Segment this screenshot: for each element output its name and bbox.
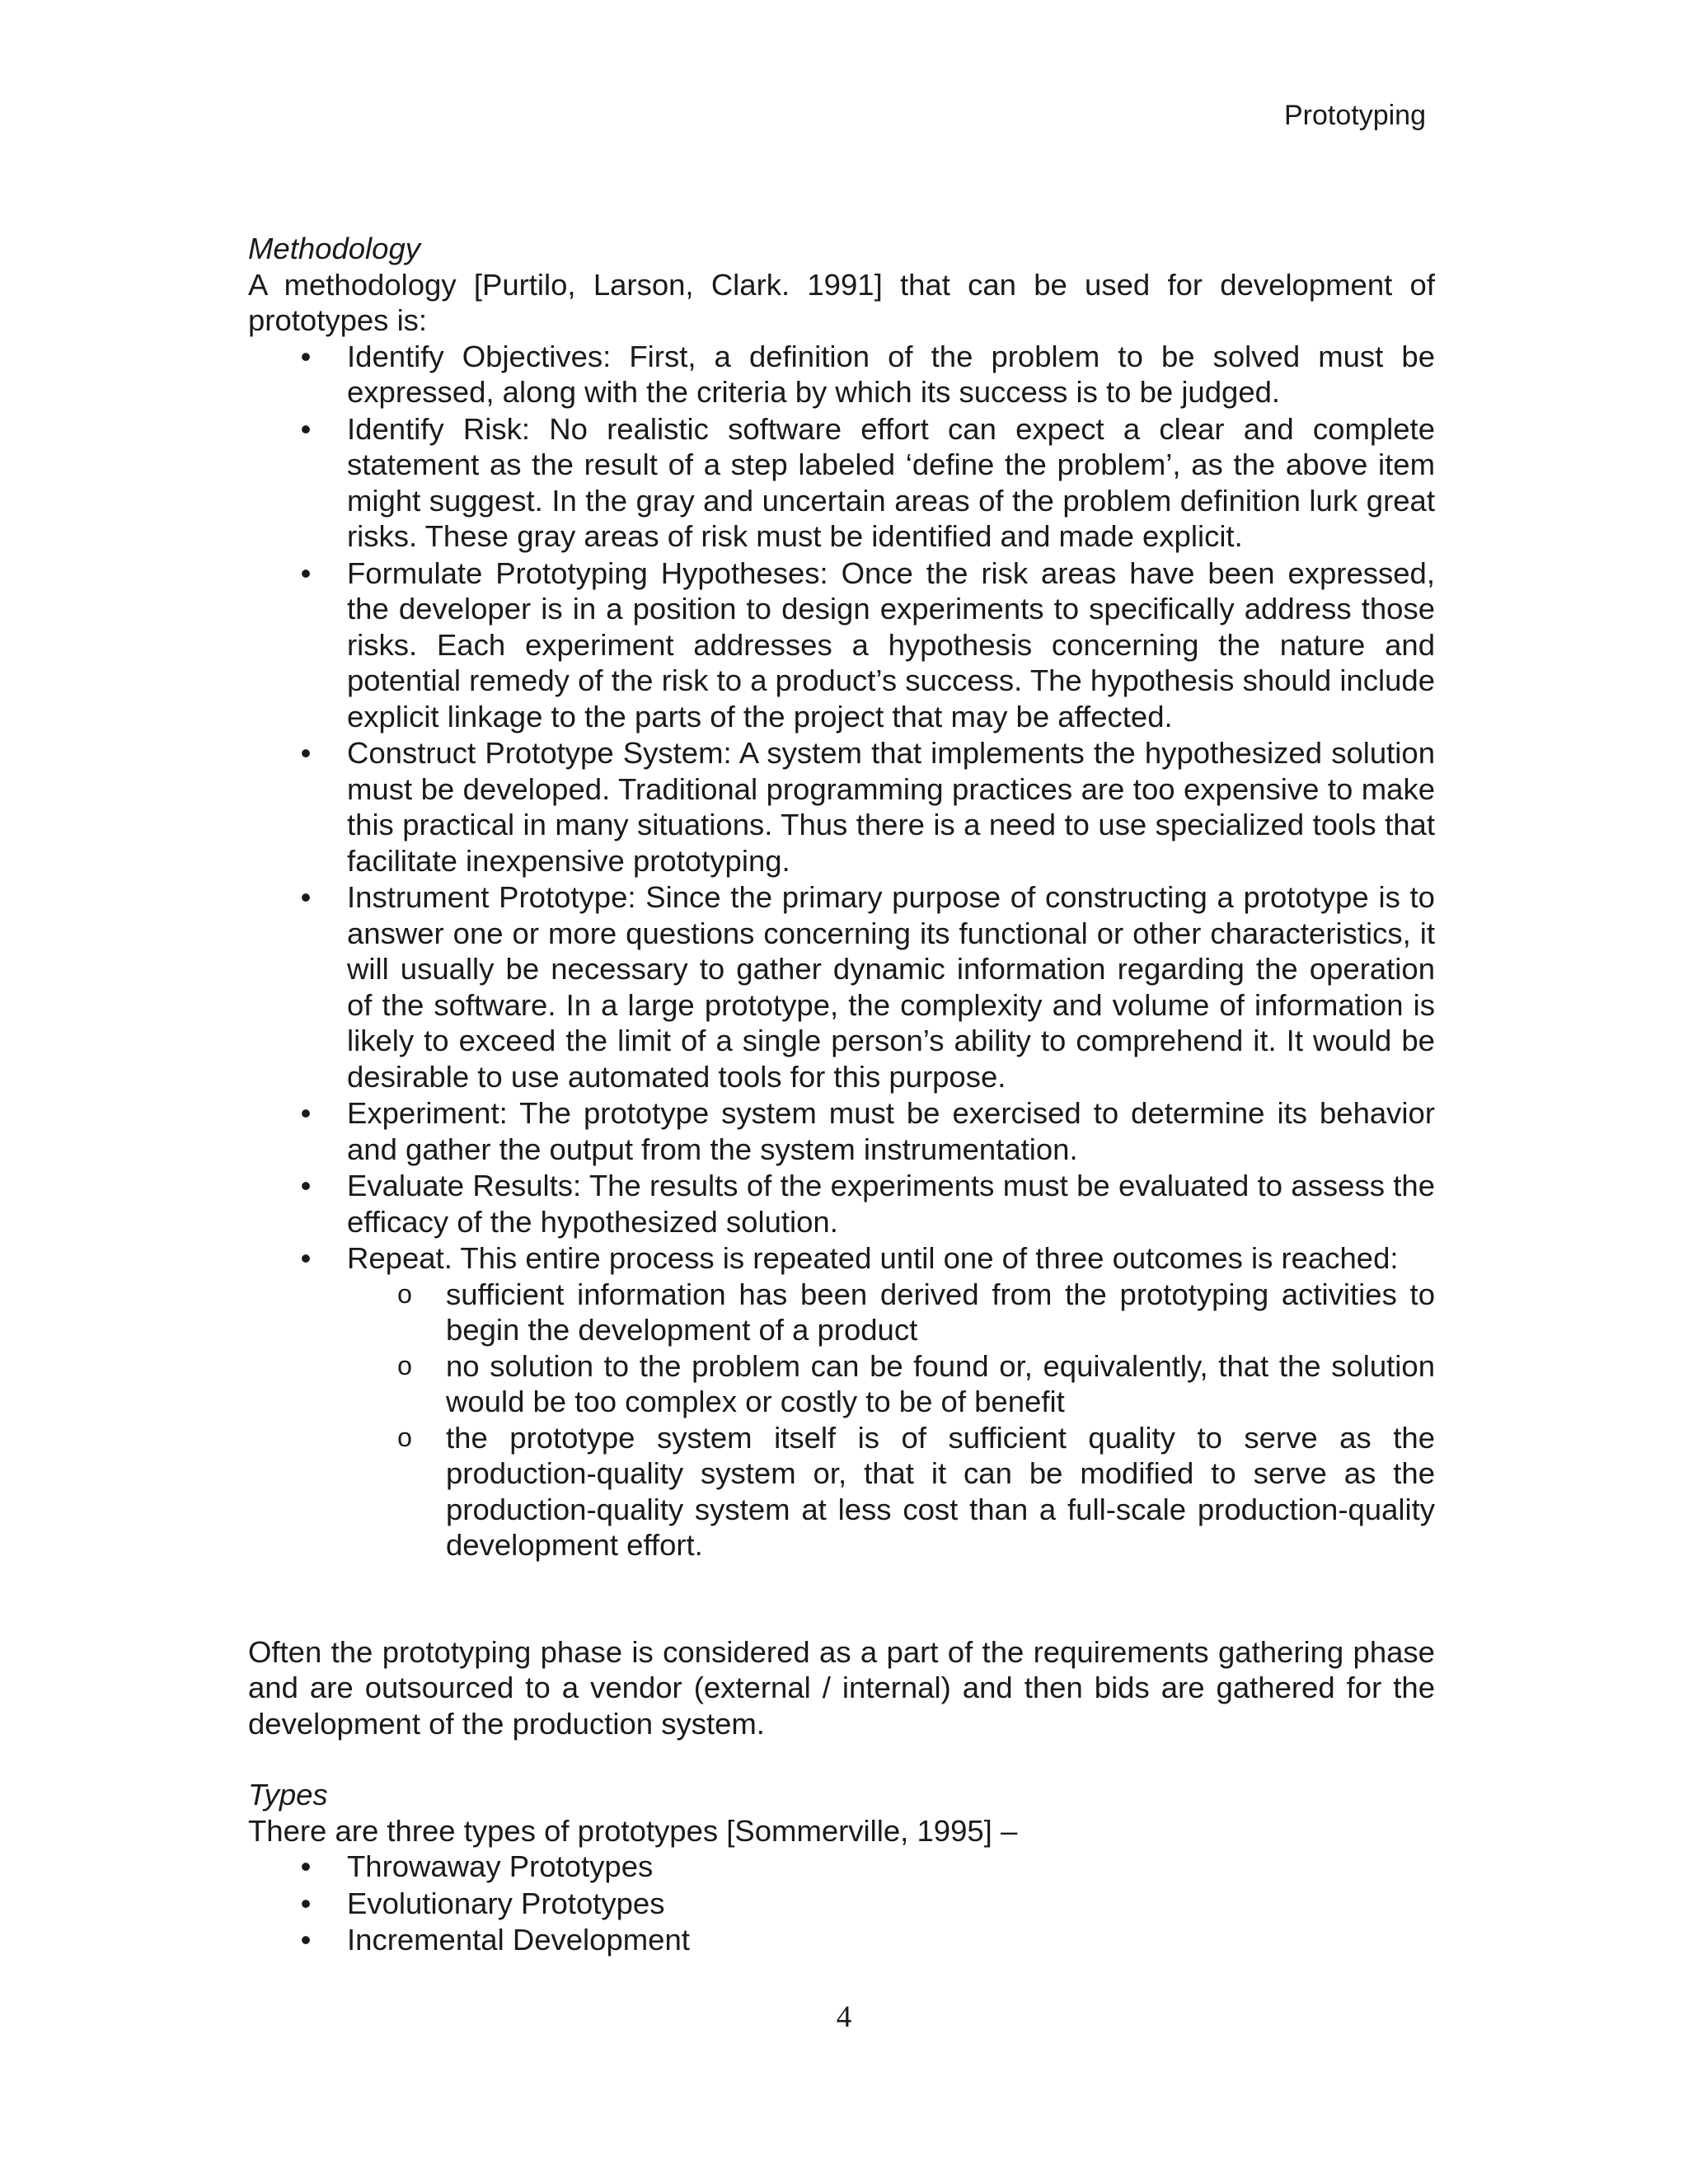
circle-bullet-icon: o — [397, 1422, 412, 1452]
page-body — [248, 231, 1435, 1959]
prototype-type-throwaway — [300, 1849, 1435, 1885]
outcome-text: no solution to the problem can be found or, equivalently, that the solution would be too complex or costly to be of benefit — [446, 1348, 1435, 1418]
methodology-step-evaluate-results — [300, 1168, 1435, 1240]
bullet-icon: • — [300, 1849, 312, 1883]
repeat-outcome-item — [397, 1420, 1435, 1563]
types-intro: There are three types of prototypes [Sommerville, 1995] – — [248, 1813, 1018, 1848]
methodology-step-formulate-hypotheses — [300, 555, 1435, 735]
bullet-icon: • — [300, 880, 312, 914]
step-text: Formulate Prototyping Hypotheses: Once the risk areas have been expressed, the developer is in a position to design experiments to specifically address those risks. Each experiment addresses a hypothesis concerning the nature and potential remedy of the risk to a product’s success. The hypothesis should include explicit linkage to the parts of the project that may be affected. — [347, 555, 1435, 733]
bullet-icon: • — [300, 555, 312, 590]
methodology-step-repeat — [300, 1240, 1435, 1563]
step-text: Repeat. This entire process is repeated until one of three outcomes is reached: — [347, 1241, 1399, 1275]
methodology-step-experiment — [300, 1095, 1435, 1167]
running-header: Prototyping — [1284, 100, 1426, 131]
bullet-icon: • — [300, 1241, 312, 1275]
type-text: Evolutionary Prototypes — [347, 1886, 665, 1920]
prototype-type-incremental — [300, 1922, 1435, 1958]
step-text: Identify Risk: No realistic software effort can expect a clear and complete statement as the result of a step labeled ‘define the problem’, as the above item might suggest. In the gray and uncertain areas of the problem definition lurk great risks. These gray areas of risk must be identified and made explicit. — [347, 411, 1435, 553]
repeat-outcome-item — [397, 1348, 1435, 1420]
outcome-text: sufficient information has been derived from the prototyping activities to begin the development of a product — [446, 1277, 1435, 1347]
repeat-outcome-item — [397, 1277, 1435, 1348]
bullet-icon: • — [300, 1886, 312, 1920]
prototype-types-list — [248, 1849, 1435, 1958]
methodology-steps-list — [248, 339, 1435, 1563]
prototype-type-evolutionary — [300, 1886, 1435, 1922]
spacer — [248, 1564, 1435, 1634]
circle-bullet-icon: o — [397, 1350, 412, 1380]
type-text: Incremental Development — [347, 1923, 690, 1957]
circle-bullet-icon: o — [397, 1278, 412, 1309]
step-text: Instrument Prototype: Since the primary purpose of constructing a prototype is to answer one or more questions concerning its functional or other characteristics, it will usually be necessary to gather dynamic information regarding the operation of the software. In a large prototype, the complexity and volume of information is likely to exceed the limit of a single person’s ability to comprehend it. It would be desirable to use automated tools for this purpose. — [347, 880, 1435, 1094]
methodology-step-identify-risk — [300, 411, 1435, 555]
type-text: Throwaway Prototypes — [347, 1849, 654, 1883]
spacer — [248, 1741, 1435, 1777]
bullet-icon: • — [300, 736, 312, 770]
methodology-step-identify-objectives — [300, 339, 1435, 410]
bullet-icon: • — [300, 1923, 312, 1957]
bullet-icon: • — [300, 1096, 312, 1130]
repeat-outcomes-list — [347, 1277, 1435, 1563]
methodology-heading: Methodology — [248, 232, 421, 265]
types-heading: Types — [248, 1778, 328, 1811]
bullet-icon: • — [300, 411, 312, 446]
page-number: 4 — [836, 2000, 852, 2034]
methodology-step-construct-prototype — [300, 735, 1435, 879]
methodology-step-instrument-prototype — [300, 879, 1435, 1094]
closing-paragraph: Often the prototyping phase is considered as a part of the requirements gathering phase and are outsourced to a vendor (external / internal) and then bids are gathered for the development of the production system. — [248, 1634, 1435, 1741]
step-text: Construct Prototype System: A system that implements the hypothesized solution must be developed. Traditional programming practices are too expensive to make this practical in many situations. Thus there is a need to use specialized tools that facilitate inexpensive prototyping. — [347, 736, 1435, 878]
step-text: Evaluate Results: The results of the experiments must be evaluated to assess the efficacy of the hypothesized solution. — [347, 1169, 1435, 1239]
step-text: Experiment: The prototype system must be exercised to determine its behavior and gather the output from the system instrumentation. — [347, 1096, 1435, 1166]
step-text: Identify Objectives: First, a definition of the problem to be solved must be expressed, along with the criteria by which its success is to be judged. — [347, 339, 1435, 409]
methodology-intro: A methodology [Purtilo, Larson, Clark. 1991] that can be used for development of prototypes is: — [248, 267, 1435, 337]
bullet-icon: • — [300, 1169, 312, 1202]
bullet-icon: • — [300, 339, 312, 373]
outcome-text: the prototype system itself is of sufficient quality to serve as the production-quality system or, that it can be modified to serve as the production-quality system at less cost than a full-scale production-quality development effort. — [446, 1420, 1435, 1562]
